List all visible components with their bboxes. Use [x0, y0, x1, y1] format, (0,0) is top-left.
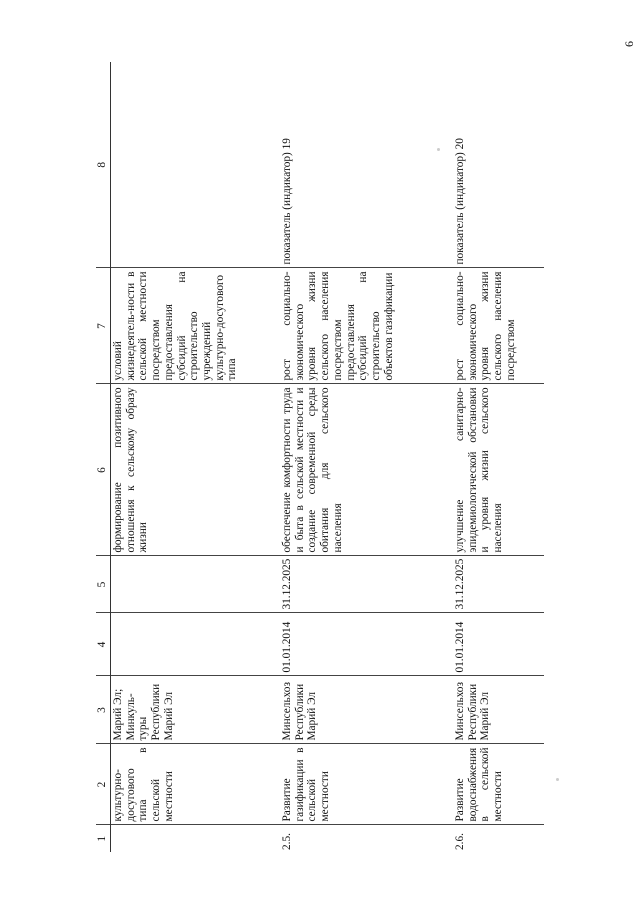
table-row [111, 62, 281, 852]
consequence: условий жизнедеятель-ности в сельской местности посредством предоставления субсидий на строительство учреждений культурно-досугового типа [111, 268, 281, 384]
table-row [280, 62, 453, 852]
end-date: 31.12.2025 [453, 556, 544, 613]
executor: Минсельхоз Республики Марий Эл [453, 676, 544, 744]
expected-result: обеспечение комфортности труда и быта в сельской местности и создание современной среды обитания для сельского населения [280, 384, 453, 556]
expected-result: формирование позитивного отношения к сельскому образу жизни [111, 384, 281, 556]
expected-result: улучшение санитарно-эпидемиологической обстановки и уровня жизни сельского населения [453, 384, 544, 556]
scan-speck [556, 778, 559, 781]
table-row [453, 62, 544, 852]
executor: Минсельхоз Республики Марий Эл [280, 676, 453, 744]
header-row [96, 62, 111, 852]
indicator: показатель (индикатор) 19 [280, 62, 453, 268]
indicator: показатель (индикатор) 20 [453, 62, 544, 268]
row-number: 2.5. [281, 833, 293, 850]
measure-name: культурно-досугового типа в сельской местности [111, 744, 281, 825]
end-date [111, 556, 281, 613]
row-number: 2.6. [454, 833, 466, 850]
measure-name: Развитие газификации в сельской местности [280, 744, 453, 825]
row-number [111, 825, 281, 852]
header-col-8: 8 [96, 62, 111, 268]
header-col-6: 6 [96, 384, 111, 556]
end-date: 31.12.2025 [280, 556, 453, 613]
header-col-7: 7 [96, 268, 111, 384]
start-date: 01.01.2014 [453, 613, 544, 676]
page-number: 6 [622, 41, 636, 47]
header-col-1: 1 [96, 825, 111, 852]
header-col-4: 4 [96, 613, 111, 676]
header-col-3: 3 [96, 676, 111, 744]
rotated-table-container [96, 62, 526, 852]
program-table [96, 62, 544, 852]
start-date: 01.01.2014 [280, 613, 453, 676]
consequence: рост социально-экономического уровня жизни сельского населения посредством [453, 268, 544, 384]
header-col-5: 5 [96, 556, 111, 613]
indicator [111, 62, 281, 268]
scan-speck [437, 148, 440, 151]
start-date [111, 613, 281, 676]
consequence: рост социально-экономического уровня жизни сельского населения посредством предоставления субсидий на строительство объектов газификации [280, 268, 453, 384]
executor: Марий Эл; Минкуль-туры Республики Марий Эл [111, 676, 281, 744]
measure-name: Развитие водоснабжения в сельской местности [453, 744, 544, 825]
header-col-2: 2 [96, 744, 111, 825]
